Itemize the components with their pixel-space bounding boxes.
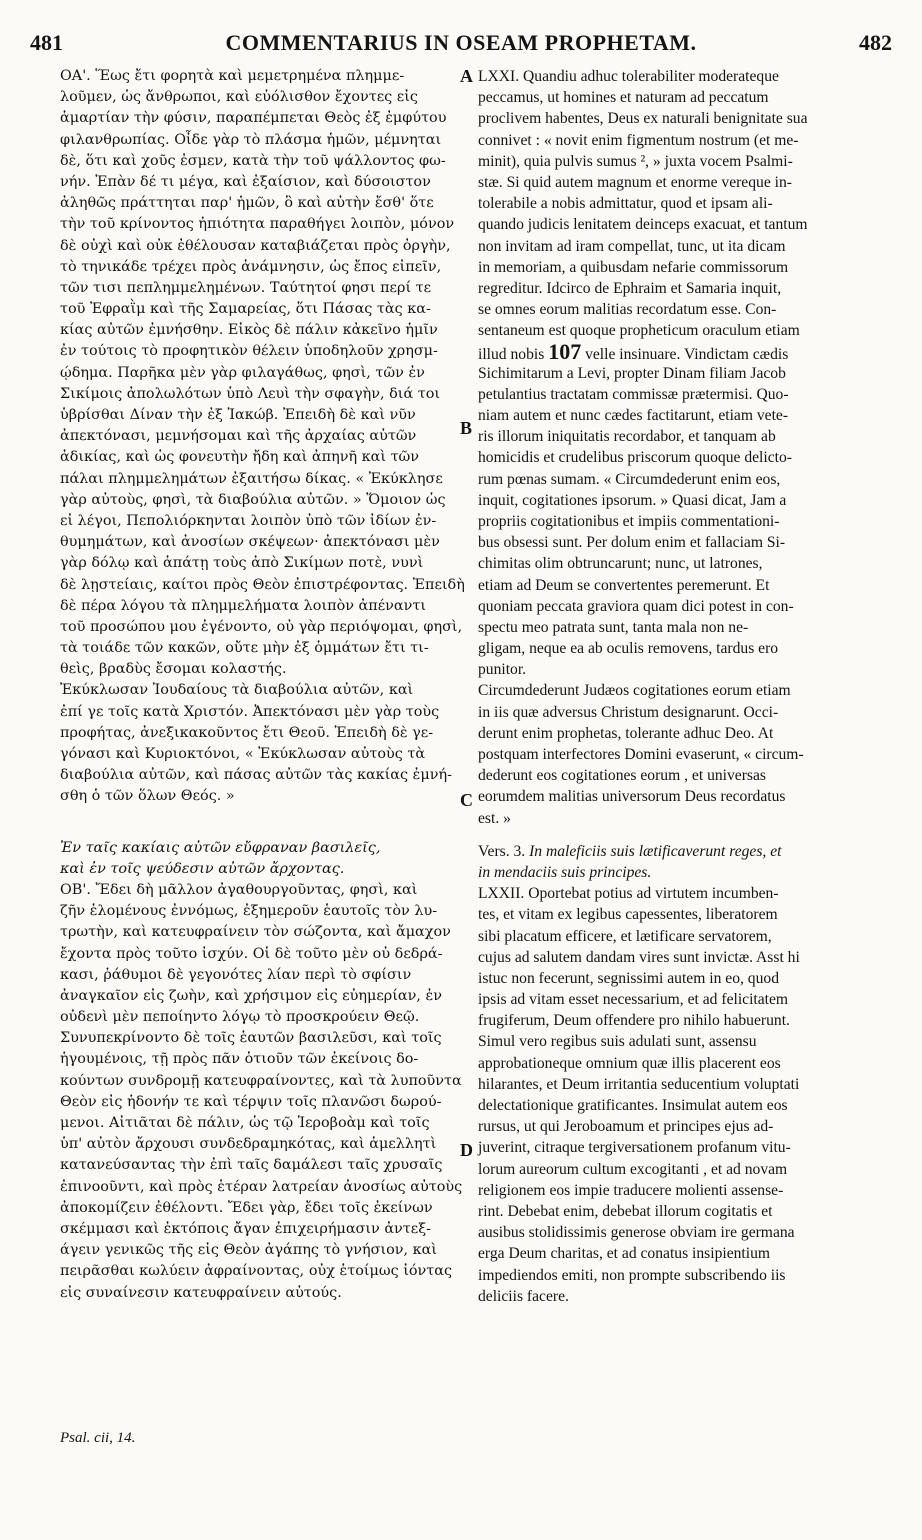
greek-verse	[60, 838, 470, 880]
latin-text-line: bus obsessi sunt. Per dolum enim et fallaciam Si-	[478, 534, 786, 552]
latin-paragraph-71-cont	[478, 363, 888, 829]
latin-text-line: postquam interfectores Domini evaserunt, « circum-	[478, 746, 804, 763]
page-header	[30, 30, 892, 56]
greek-text-line: ΟΑ'. Ἕως ἔτι φορητὰ καὶ μεμετρημένα πλημμε-	[60, 68, 405, 84]
footnote: Psal. cii, 14.	[60, 1430, 136, 1446]
greek-text-line: ἐπί γε τοῖς κατὰ Χριστόν. Ἀπεκτόνασι μὲν γὰρ τοὺς	[60, 703, 440, 720]
greek-text-line: Ἐκύκλωσαν Ἰουδαίους τὰ διαβούλια αὐτῶν, καὶ	[60, 682, 414, 699]
latin-text-line: sentaneum est quoque propheticum oraculum etiam	[478, 322, 800, 340]
greek-text-line: ἔχοντα πρὸς τοῦτο ἰσχύν. Οἱ δὲ τοῦτο μὲν οὐ δεδρά-	[60, 945, 443, 962]
greek-text-line: εἰ λέγοι, Πεπολιόρκηνται λοιπὸν ὑπὸ τῶν ἰδίων ἐν-	[60, 512, 437, 529]
latin-text-line: hilarantes, et Deum irritantia seducentium voluptati	[478, 1075, 800, 1093]
greek-text-line: γόνασι καὶ Κυριοκτόνοι, « Ἐκύκλωσαν αὐτοὺς τὰ	[60, 746, 426, 762]
latin-text-line: gligam, neque ea ab oculis removens, tardus ero	[478, 640, 779, 658]
latin-text-line: cujus ad salutem dandam vires sunt invictæ. Asst hi	[478, 948, 800, 966]
greek-text-line: ἀληθῶς πράττηται παρ' ἡμῶν, ὃ καὶ αὐτὴν ἔσθ' ὅτε	[60, 195, 434, 212]
latin-line-107-pre: illud nobis	[478, 346, 549, 364]
greek-text-line: τῶν τισι πεπλημμελημένων. Ταύτητοί φησι περί τε	[60, 279, 432, 296]
greek-text-line: εἰς συναίνεσιν κατευφραίνειν αὐτούς.	[60, 1284, 342, 1301]
latin-text-line: deliciis facere.	[478, 1287, 569, 1305]
latin-text-line: quoniam peccata graviora quam dici potest in con-	[478, 597, 794, 615]
latin-paragraph-72	[478, 883, 888, 1307]
latin-text-line: homicidis et crudelibus priscorum quoque delicto-	[478, 449, 792, 467]
latin-text-line: in iis quæ adversus Christum designarunt. Occi-	[478, 703, 779, 721]
latin-text-line: eorumdem malitias universorum Deus recordatus	[478, 788, 786, 806]
greek-text-line: φιλανθρωπίας. Οἶδε γὰρ τὸ πλάσμα ἡμῶν, μέμνηται	[60, 131, 442, 148]
latin-text-line: LXXII. Oportebat potius ad virtutem incumben-	[478, 885, 779, 903]
latin-text-line: spectu meo patrata sunt, tanta mala non ne-	[478, 618, 749, 636]
greek-text-line: Θεὸν εἰς ἡδονήν τε καὶ τέρψιν τοῖς πλανῶσι δωρού-	[60, 1093, 442, 1110]
latin-text-line: tolerabile a nobis admittatur, quod et ipsam ali-	[478, 195, 773, 213]
latin-paragraph-71	[478, 66, 888, 341]
greek-text-line: άγειν γενικῶς τῆς εἰς Θεὸν ἀγάπης τὸ γνήσιον, καὶ	[60, 1242, 438, 1259]
greek-column	[60, 66, 473, 1304]
latin-text-line: punitor.	[478, 661, 527, 679]
latin-verse-line	[478, 841, 888, 862]
greek-text-line: τὸ τηνικάδε τρέχει πρὸς ἀνάμνησιν, ὡς ἔπος εἰπεῖν,	[60, 258, 442, 275]
greek-text-line: τὰ τοιάδε τῶν κακῶν, οὔτε μὴν ἐξ ὀμμάτων ἔτι τι-	[60, 640, 429, 657]
greek-text-line: οὐδενὶ μὲν πεποίηντο λόγῳ τὸ προσκρούειν Θεῷ.	[60, 1009, 420, 1026]
greek-verse-line: καὶ ἐν τοῖς ψεύδεσιν αὐτῶν ἄρχοντας.	[60, 860, 345, 877]
greek-text-line: ἀναγκαῖον εἰς ζωὴν, καὶ χρήσιμον εἰς εὐημερίαν, ἐν	[60, 987, 442, 1004]
greek-text-line: τοῦ προσώπου μου ἐγένοντο, οὐ γὰρ περιόψομαι, φησὶ,	[60, 618, 463, 635]
latin-text-line: Sichimitarum a Levi, propter Dinam filiam Jacob	[478, 364, 786, 382]
margin-letter-b: B	[460, 418, 473, 438]
greek-text-line: δὲ πέρα λόγου τὰ πλημμελήματα λοιπὸν ἀπέναντι	[60, 597, 426, 614]
greek-text-line: ἡγουμένοις, τῇ πρὸς πᾶν ὁτιοῦν τῶν ἐκείνοις δο-	[60, 1051, 419, 1068]
greek-text-line: σθη ὁ τῶν ὅλων Θεός. »	[60, 788, 235, 805]
greek-text-line: ΟΒ'. Ἔδει δὴ μᾶλλον ἀγαθουργοῦντας, φησὶ, καὶ	[60, 881, 418, 898]
latin-text-line: propriis cogitationibus et impiis commentationi-	[478, 512, 780, 530]
greek-text-line: πάλαι πλημμελημάτων ἐξαιτήσω δίκας. « Ἐκύκλησε	[60, 470, 443, 487]
greek-text-line: ῴδημα. Παρῆκα μὲν γὰρ φιλαγάθως, φησὶ, τῶν ἐν	[60, 364, 425, 381]
latin-line-107	[478, 339, 888, 365]
greek-text-line: Σικίμοις ἀπολωλότων ὑπὸ Λευὶ τὴν σφαγὴν, διά τοι	[60, 385, 441, 402]
greek-verse-line: Ἐν ταῖς κακίαις αὐτῶν εὔφραναν βασιλεῖς,	[60, 839, 381, 856]
latin-text-line: LXXI. Quandiu adhuc tolerabiliter moderateque	[478, 68, 779, 85]
column-number: 107	[548, 339, 582, 365]
greek-text-line: ἀποκομίζειν ἐθέλοντι. Ἔδει γὰρ, ἔδει τοῖς ἐκείνων	[60, 1199, 433, 1216]
latin-text-line: ipsis ad vitam esset necessarium, et ad felicitatem	[478, 991, 789, 1009]
greek-text-line: προφήτας, ἀνεξικακοῦντος ἔτι Θεοῦ. Ἐπειδὴ δὲ γε-	[60, 724, 434, 741]
greek-text-line: τὴν τοῦ κρίνοντος ἠπιότητα παραθήγει λοιπὸν, μόνον	[60, 216, 455, 233]
greek-text-line: Συνυπεκρίνοντο δὲ τοῖς ἑαυτῶν βασιλεῦσι, καὶ τοῖς	[60, 1030, 442, 1047]
latin-text-line: juverint, citraque tergiversationem profanum vitu-	[478, 1139, 791, 1157]
latin-text-line: inquit, cogitationes ipsorum. » Quasi dicat, Jam a	[478, 491, 787, 509]
latin-line-107-post: velle insinuare. Vindictam cædis	[581, 346, 789, 364]
latin-verse-line-2: in mendaciis suis principes.	[478, 863, 652, 881]
page-number-right: 482	[859, 30, 892, 55]
greek-text-line: ἀδικίας, καὶ ὡς φονευτὴν ἤδη καὶ ἀπηνῆ καὶ τῶν	[60, 449, 420, 466]
latin-text-line: ris illorum iniquitatis recordabor, et tanquam ab	[478, 428, 776, 446]
greek-paragraph-72	[60, 880, 470, 1304]
greek-text-line: γὰρ δόλῳ καὶ ἀπάτῃ τοὺς ἀπὸ Σικίμων ποτὲ, νυνὶ	[60, 555, 424, 572]
latin-text-line: impediendos emiti, non prompte subscribendo iis	[478, 1266, 786, 1284]
greek-text-line: δὲ λῃστείαις, καίτοι πρὸς Θεὸν ἐπιστρέφοντας. Ἐπειδὴ	[60, 576, 465, 593]
latin-text-line: rint. Debebat enim, debebat illorum cogitatis et	[478, 1202, 773, 1220]
latin-text-line: frugiferum, Deum offendere pro nihilo habuerunt.	[478, 1012, 790, 1030]
latin-text-line: in memoriam, a quibusdam nefarie commissorum	[478, 258, 789, 276]
latin-text-line: tes, et vitam ex legibus capessentes, liberatorem	[478, 906, 778, 924]
latin-text-line: quando judicis lenitatem deinceps exacuat, et tantum	[478, 216, 808, 234]
latin-text-line: dederunt eos cogitationes eorum , et universas	[478, 767, 766, 785]
greek-text-line: λοῦμεν, ὡς ἄνθρωποι, καὶ εὐόλισθον ἔχοντες εἰς	[60, 89, 418, 106]
margin-letter-a: A	[460, 66, 473, 86]
latin-text-line: regreditur. Idcirco de Ephraim et Samaria inquit,	[478, 279, 782, 297]
latin-text-line: approbationeque omnium quæ illis placerent eos	[478, 1054, 781, 1072]
greek-text-line: κίας αὐτῶν ἐμνήσθην. Εἰκὸς δὲ πάλιν κἀκεῖνο ἡμῖν	[60, 322, 438, 339]
margin-letter-c: C	[460, 790, 473, 810]
latin-text-line: lorum aureorum cultum excogitanti , et ad novam	[478, 1160, 788, 1178]
greek-text-line: κασι, ῥάθυμοι δὲ γεγονότες λίαν περὶ τὸ σφίσιν	[60, 966, 412, 983]
greek-text-line: δὲ, ὅτι καὶ χοῦς ἐσμεν, κατὰ τὴν τοῦ ψάλλοντος φω-	[60, 152, 446, 169]
greek-text-line: γὰρ αὐτοὺς, φησὶ, τὰ διαβούλια αὐτῶν. » Ὅμοιον ὡς	[60, 491, 446, 508]
latin-text-line: peccamus, ut homines et naturam ad peccatum	[478, 89, 769, 107]
latin-text-line: proclivem habentes, Deus ex naturali benignitate sua	[478, 110, 808, 128]
greek-text-line: πειρᾶσθαι κωλύειν ἀφραίνοντας, οὐχ ἑτοίμως ἰόντας	[60, 1263, 453, 1280]
greek-text-line: ὑβρίσθαι Δίναν τὴν ἐξ Ἰακώβ. Ἐπειδὴ δὲ καὶ νῦν	[60, 407, 416, 423]
latin-text-line: Circumdederunt Judæos cogitationes eorum etiam	[478, 682, 791, 700]
latin-text-line: rursus, ut qui Jeroboamum et principes ejus ad-	[478, 1118, 774, 1136]
latin-text-line: derunt enim prophetas, tolerante adhuc Deo. At	[478, 724, 774, 742]
latin-text-line: delectationique gratificantes. Insimulat autem eos	[478, 1097, 788, 1114]
greek-text-line: τοῦ Ἐφραῒμ καὶ τῆς Σαμαρείας, ὅτι Πάσας τὰς κα-	[60, 301, 431, 318]
greek-text-line: κούντων συνδρομῇ κατευφραίνοντες, καὶ τὰ λυποῦντα	[60, 1072, 462, 1089]
greek-text-line: ἐπινοοῦντι, καὶ πρὸς ἑτέραν λατρείαν ἀνοσίως αὐτοὺς	[60, 1178, 463, 1195]
greek-text-line: ζῆν ἑλομένους ἐννόμως, ἐξημεροῦν ἑαυτοῖς τὸν λυ-	[60, 903, 438, 920]
greek-text-line: ἁμαρτίαν τὴν φύσιν, παραπέμπεται Θεὸς ἐξ ἐμφύτου	[60, 110, 447, 127]
latin-text-line: religionem eos impie traducere molienti assense-	[478, 1181, 784, 1199]
latin-text-line: etiam ad Deum se convertentes peremerunt. Et	[478, 576, 770, 594]
latin-text-line: non invitam ad iram compellat, tunc, ut ita dicam	[478, 237, 786, 255]
greek-paragraph-71	[60, 66, 473, 808]
greek-text-line: θεὶς, βραδὺς ἔσομαι κολαστής.	[60, 661, 287, 678]
latin-text-line: niam autem et nunc cædes factitarunt, etiam vete-	[478, 407, 789, 424]
greek-text-line: κατανεύσαντας τὴν ἐπὶ ταῖς δαμάλεσι ταῖς χρυσαῖς	[60, 1157, 443, 1174]
latin-text-line: minit), quia pulvis sumus ², » juxta vocem Psalmi-	[478, 152, 793, 170]
latin-verse-text: In maleficiis suis lætificaverunt reges, et	[529, 842, 782, 860]
latin-text-line: petulantius tractatam commissæ prætermisi. Quo-	[478, 385, 789, 403]
latin-text-line: chimitas olim obtruncarunt; nunc, ut latrones,	[478, 555, 763, 573]
greek-text-line: ἐν τούτοις τὸ προφητικὸν θέλειν ὑποδηλοῦν χρησμ-	[60, 343, 438, 360]
running-title: COMMENTARIUS IN OSEAM PROPHETAM.	[225, 30, 697, 55]
latin-text-line: est. »	[478, 809, 511, 827]
greek-text-line: ὑπ' αὐτὸν ἄρχουσι συνδεδραμηκότας, καὶ ἀμελλητὶ	[60, 1136, 437, 1153]
latin-text-line: istuc non fecerunt, segnissimi autem in eo, quod	[478, 969, 779, 987]
page-number-left: 481	[30, 30, 63, 55]
greek-text-line: θυμημάτων, καὶ ἀνοσίων σκέψεων· ἀπεκτόνασι μὲν	[60, 534, 440, 551]
greek-text-line: διαβούλια αὐτῶν, καὶ πάσας αὐτῶν τὰς κακίας ἐμνή-	[60, 767, 452, 784]
greek-text-line: ἀπεκτόνασι, μεμνήσομαι καὶ τῆς ἀρχαίας αὐτῶν	[60, 428, 417, 445]
latin-text-line: rum pœnas sumam. « Circumdederunt enim eos,	[478, 470, 781, 488]
verse-label: Vers. 3.	[478, 842, 530, 860]
greek-text-line: μενοι. Αἰτιᾶται δὲ πάλιν, ὡς τῷ Ἱεροβοὰμ καὶ τοῖς	[60, 1115, 430, 1131]
latin-text-line: sibi placatum efficere, et lætificare servatorem,	[478, 927, 772, 945]
greek-text-line: νήν. Ἐπὰν δέ τι μέγα, καὶ ἐξαίσιον, καὶ δύσοιστον	[60, 173, 431, 190]
latin-text-line: Simul vero regibus suis adulati sunt, assensu	[478, 1033, 757, 1051]
latin-text-line: connivet : « novit enim figmentum nostrum (et me-	[478, 131, 799, 149]
greek-text-line: τρωτὴν, καὶ κατευφραίνειν τὸν σώζοντα, καὶ ἄμαχον	[60, 924, 451, 941]
latin-text-line: ausibus stolidissimis generose obviam ire germana	[478, 1224, 795, 1242]
latin-column	[478, 66, 888, 1307]
greek-text-line: σκέμμασι καὶ ἐκτόποις ἄγαν ἐπιχειρήμασιν ἀντεξ-	[60, 1220, 432, 1237]
greek-text-line: δὲ οὐχὶ καὶ οὐκ ἐθέλουσαν καταβιάζεται πρὸς ὀργὴν,	[60, 237, 451, 254]
latin-text-line: erga Deum charitas, et ad conatus insipientium	[478, 1245, 771, 1263]
latin-text-line: stæ. Si quid autem magnum et enorme vereque in-	[478, 173, 792, 191]
margin-letter-d: D	[460, 1140, 473, 1160]
latin-text-line: se omnes eorum malitias recordatum esse. Con-	[478, 301, 777, 319]
